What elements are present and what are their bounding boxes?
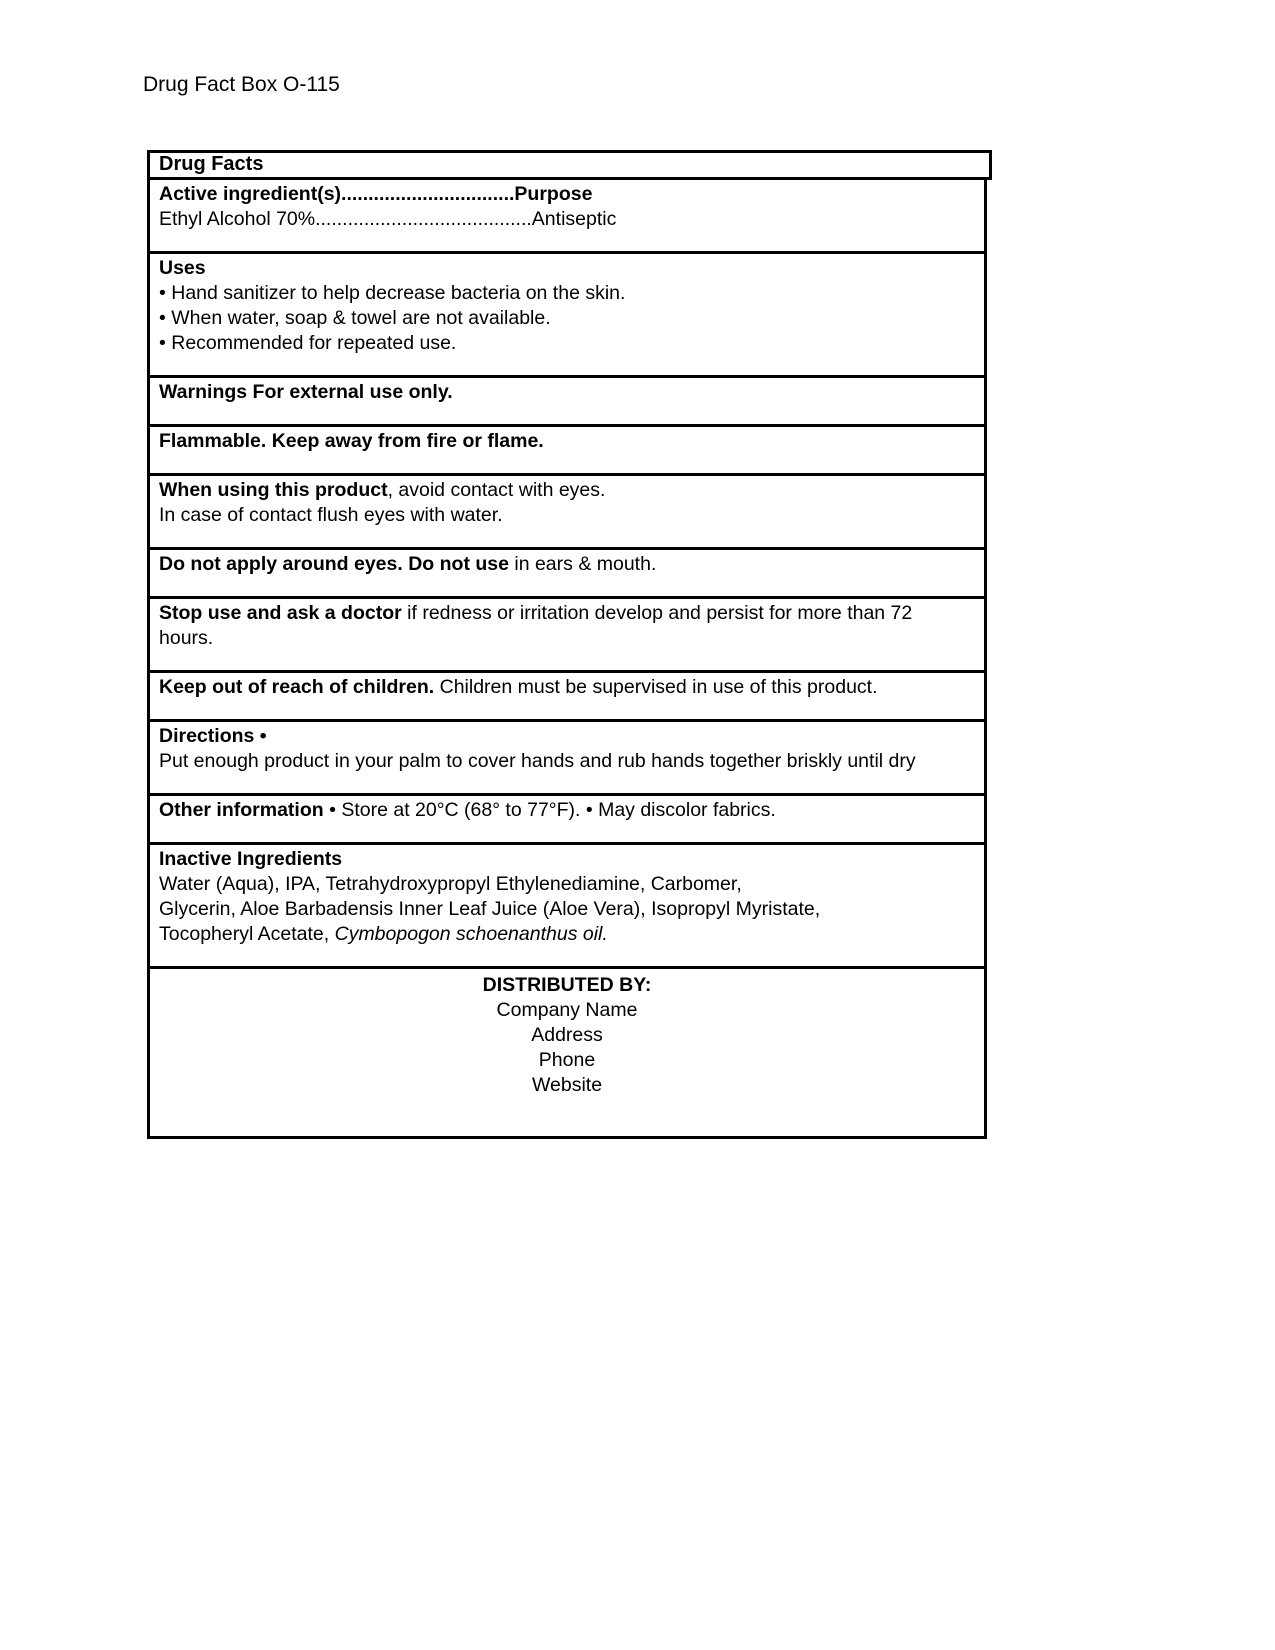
drug-facts-row-uses	[150, 254, 984, 378]
text-segment: Phone	[538, 1049, 596, 1071]
text-line	[159, 281, 975, 306]
text-segment: Stop use and ask a doctor	[159, 602, 402, 624]
text-line	[159, 306, 975, 331]
text-line	[159, 922, 975, 947]
text-segment: Ethyl Alcohol 70%........................................Antiseptic	[159, 208, 617, 230]
text-segment: Cymbopogon schoenanthus oil.	[334, 923, 608, 945]
text-segment: When using this product	[159, 479, 388, 501]
drug-facts-row-distributed-by	[150, 969, 984, 1136]
text-segment: Warnings For external use only.	[159, 381, 453, 403]
text-segment: Water (Aqua), IPA, Tetrahydroxypropyl Ethylenediamine, Carbomer,	[159, 873, 742, 895]
text-segment: Company Name	[496, 999, 638, 1021]
text-segment: In case of contact flush eyes with water.	[159, 504, 503, 526]
text-line	[159, 998, 975, 1023]
drug-facts-row-keep-out-of-reach	[150, 673, 984, 722]
text-segment: Keep out of reach of children.	[159, 676, 435, 698]
text-line	[159, 1023, 975, 1048]
text-line	[159, 380, 975, 405]
drug-facts-row-when-using	[150, 476, 984, 550]
text-segment: Other information	[159, 799, 324, 821]
drug-facts-body	[147, 180, 987, 1139]
text-segment: , avoid contact with eyes.	[387, 479, 606, 501]
text-segment: • Hand sanitizer to help decrease bacteria on the skin.	[159, 282, 626, 304]
text-segment: Address	[531, 1024, 603, 1046]
text-segment: Uses	[159, 257, 206, 279]
text-line	[159, 182, 975, 207]
text-line	[159, 256, 975, 281]
text-segment: Children must be supervised in use of this product.	[434, 676, 878, 698]
drug-facts-header: Drug Facts	[147, 150, 992, 180]
text-segment: in ears & mouth.	[508, 553, 657, 575]
document-title: Drug Fact Box O-115	[143, 73, 340, 96]
text-line	[159, 1048, 975, 1073]
text-segment: Glycerin, Aloe Barbadensis Inner Leaf Juice (Aloe Vera), Isopropyl Myristate,	[159, 898, 821, 920]
text-segment: Do not apply around eyes. Do not use	[159, 553, 509, 575]
drug-facts-row-stop-use	[150, 599, 984, 673]
text-line	[159, 798, 975, 823]
drug-facts-row-do-not-apply	[150, 550, 984, 599]
text-line	[159, 503, 975, 528]
text-line	[159, 601, 975, 626]
text-line	[159, 973, 975, 998]
text-line	[159, 872, 975, 897]
drug-facts-row-warnings	[150, 378, 984, 427]
text-line	[159, 847, 975, 872]
drug-facts-row-active-ingredient	[150, 180, 984, 254]
text-line	[159, 331, 975, 356]
text-line	[159, 724, 975, 749]
text-segment: DISTRIBUTED BY:	[482, 974, 652, 996]
text-line	[159, 626, 975, 651]
text-segment: Put enough product in your palm to cover hands and rub hands together briskly until dry	[159, 750, 916, 772]
text-segment: • When water, soap & towel are not available.	[159, 307, 551, 329]
text-line	[159, 478, 975, 503]
text-segment: Website	[531, 1074, 603, 1096]
text-segment: Tocopheryl Acetate,	[159, 923, 335, 945]
text-segment: • Store at 20°C (68° to 77°F). • May discolor fabrics.	[323, 799, 776, 821]
text-segment: Active ingredient(s)................................Purpose	[159, 183, 593, 205]
text-line	[159, 207, 975, 232]
drug-facts-row-other-information	[150, 796, 984, 845]
text-line	[159, 675, 975, 700]
drug-facts-row-flammable	[150, 427, 984, 476]
text-segment: Directions •	[159, 725, 267, 747]
text-line	[159, 749, 975, 774]
text-line	[159, 897, 975, 922]
text-line	[159, 429, 975, 454]
text-segment: • Recommended for repeated use.	[159, 332, 457, 354]
text-line	[159, 552, 975, 577]
drug-facts-box	[147, 150, 992, 1139]
text-line	[159, 1073, 975, 1098]
text-segment: Flammable. Keep away from fire or flame.	[159, 430, 544, 452]
drug-facts-row-inactive-ingredients	[150, 845, 984, 969]
text-segment: Inactive Ingredients	[159, 848, 343, 870]
text-segment: hours.	[159, 627, 214, 649]
text-segment: if redness or irritation develop and persist for more than 72	[401, 602, 913, 624]
drug-facts-row-directions	[150, 722, 984, 796]
